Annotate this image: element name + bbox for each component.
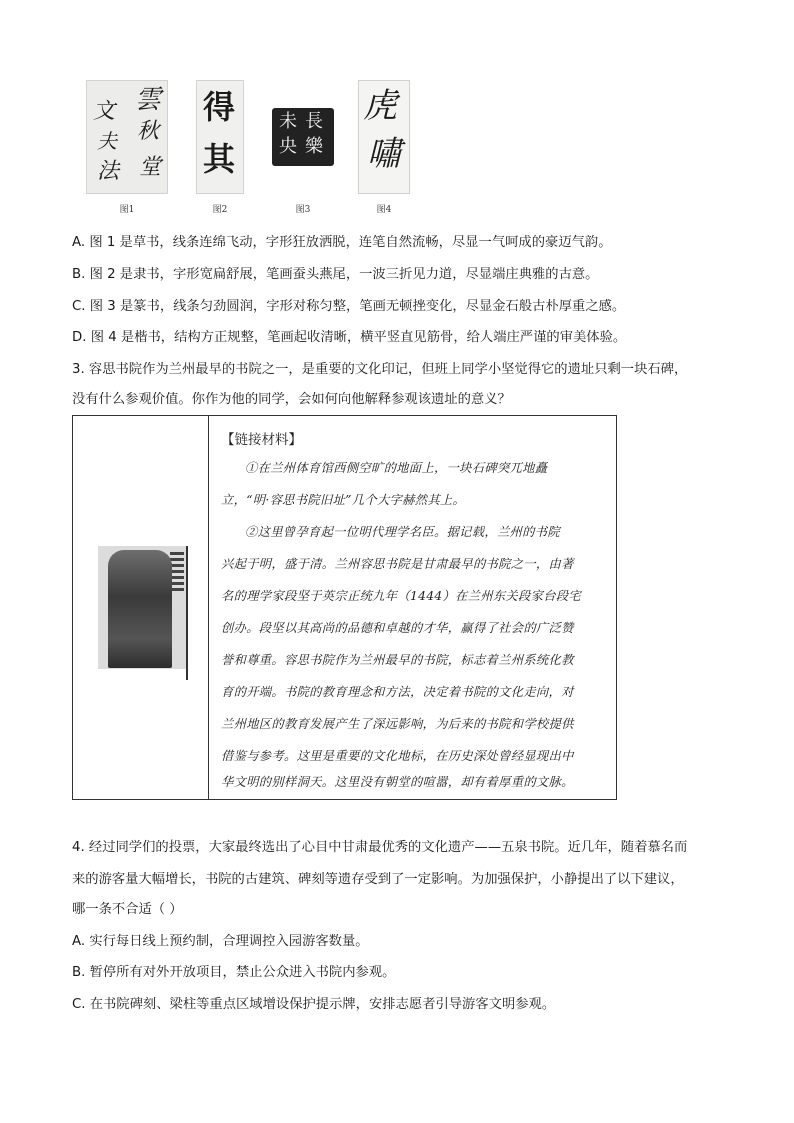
q2-option-a[interactable]: A. 图 1 是草书，线条连绵飞动，字形狂放洒脱，连笔自然流畅，尽显一气呵成的豪迈气韵。: [72, 235, 612, 250]
seal-char: 央: [279, 136, 297, 157]
figure-4-char: 嘯: [367, 134, 401, 174]
figure-4: [358, 80, 410, 215]
material-line: ①在兰州体育馆西侧空旷的地面上，一块石碑突兀地矗: [245, 461, 548, 475]
material-table: [72, 415, 617, 800]
figure-4-calligraphy-image: [358, 80, 410, 194]
figure-2-calligraphy-image: [196, 80, 244, 194]
figure-3-seal-image: [272, 108, 334, 166]
figure-2-char: 得: [203, 88, 236, 126]
figure-1-char: 夫: [97, 129, 117, 153]
q4-stem-line-1: 4. 经过同学们的投票，大家最终选出了心目中甘肃最优秀的文化遗产——五泉书院。近几年，随着慕名而: [72, 840, 688, 855]
figure-1-calligraphy-image: [86, 80, 168, 194]
q4-option-a[interactable]: A. 实行每日线上预约制，合理调控入园游客数量。: [72, 934, 369, 949]
stone-stele: [108, 550, 172, 668]
material-photo-cell: [73, 416, 209, 799]
material-line: 名的理学家段坚于英宗正统九年（1444）在兰州东关段家台段宅: [221, 589, 582, 603]
q4-option-c[interactable]: C. 在书院碑刻、梁柱等重点区域增设保护提示牌，安排志愿者引导游客文明参观。: [72, 997, 556, 1012]
figure-2-caption: 图2: [212, 205, 228, 215]
seal-char: 長: [305, 111, 323, 132]
material-line: 兴起于明，盛于清。兰州容思书院是甘肃最早的书院之一，由著: [221, 557, 574, 571]
figure-2-char: 其: [203, 140, 236, 178]
figure-3: [272, 108, 334, 215]
q3-stem-line-2: 没有什么参观价值。你作为他的同学，会如何向他解释参观该遗址的意义？: [72, 392, 511, 407]
material-heading: 【链接材料】: [221, 432, 302, 448]
figure-1-caption: 图1: [119, 205, 135, 215]
q2-option-c[interactable]: C. 图 3 是篆书，线条匀劲圆润，字形对称匀整，笔画无顿挫变化，尽显金石般古朴厚重之感。: [72, 299, 626, 314]
figure-4-char: 虎: [363, 86, 397, 126]
figure-1-char: 法: [97, 159, 120, 184]
figure-1-char: 文: [93, 99, 116, 124]
figure-1-char: 堂: [139, 155, 162, 180]
material-line: 华文明的别样洞天。这里没有朝堂的喧嚣，却有着厚重的文脉。: [221, 775, 574, 789]
material-line: 借鉴与参考。这里是重要的文化地标，在历史深处曾经显现出中: [221, 749, 574, 763]
material-line: ②这里曾孕育起一位明代理学名臣。据记载，兰州的书院: [245, 525, 560, 539]
seal-char: 樂: [305, 136, 323, 157]
figure-1-char: 雲: [135, 85, 162, 115]
figure-4-caption: 图4: [376, 205, 392, 215]
figure-1-char: 秋: [137, 119, 160, 144]
q2-option-d[interactable]: D. 图 4 是楷书，结构方正规整，笔画起收清晰，横平竖直见筋骨，给人端庄严谨的审美体验。: [72, 330, 627, 345]
material-line: 创办。段坚以其高尚的品德和卓越的才华，赢得了社会的广泛赞: [221, 621, 574, 635]
q4-option-b[interactable]: B. 暂停所有对外开放项目，禁止公众进入书院内参观。: [72, 965, 396, 980]
seal-stamp: [272, 108, 334, 166]
figure-2: [196, 80, 244, 215]
material-line: 育的开端。书院的教育理念和方法，决定着书院的文化走向，对: [221, 685, 574, 699]
material-line: 兰州地区的教育发展产生了深远影响，为后来的书院和学校提供: [221, 717, 574, 731]
seal-char: 未: [279, 111, 297, 132]
q4-stem-line-2: 来的游客量大幅增长，书院的古建筑、碑刻等遗存受到了一定影响。为加强保护，小静提出了以下建议，: [72, 872, 684, 887]
material-text-cell: [211, 416, 618, 799]
figure-1: [86, 80, 168, 215]
q3-stem-line-1: 3. 容思书院作为兰州最早的书院之一，是重要的文化印记，但班上同学小坚觉得它的遗址只剩一块石碑，: [72, 362, 688, 377]
q2-option-b[interactable]: B. 图 2 是隶书，字形宽扁舒展，笔画蚕头燕尾，一波三折见力道，尽显端庄典雅的古意。: [72, 267, 599, 282]
q4-stem-line-3: 哪一条不合适（ ）: [72, 902, 183, 917]
material-line: 誉和尊重。容思书院作为兰州最早的书院，标志着兰州系统化教: [221, 653, 574, 667]
material-line: 立，“明·容思书院旧址”几个大字赫然其上。: [221, 493, 466, 507]
figure-3-caption: 图3: [295, 205, 311, 215]
